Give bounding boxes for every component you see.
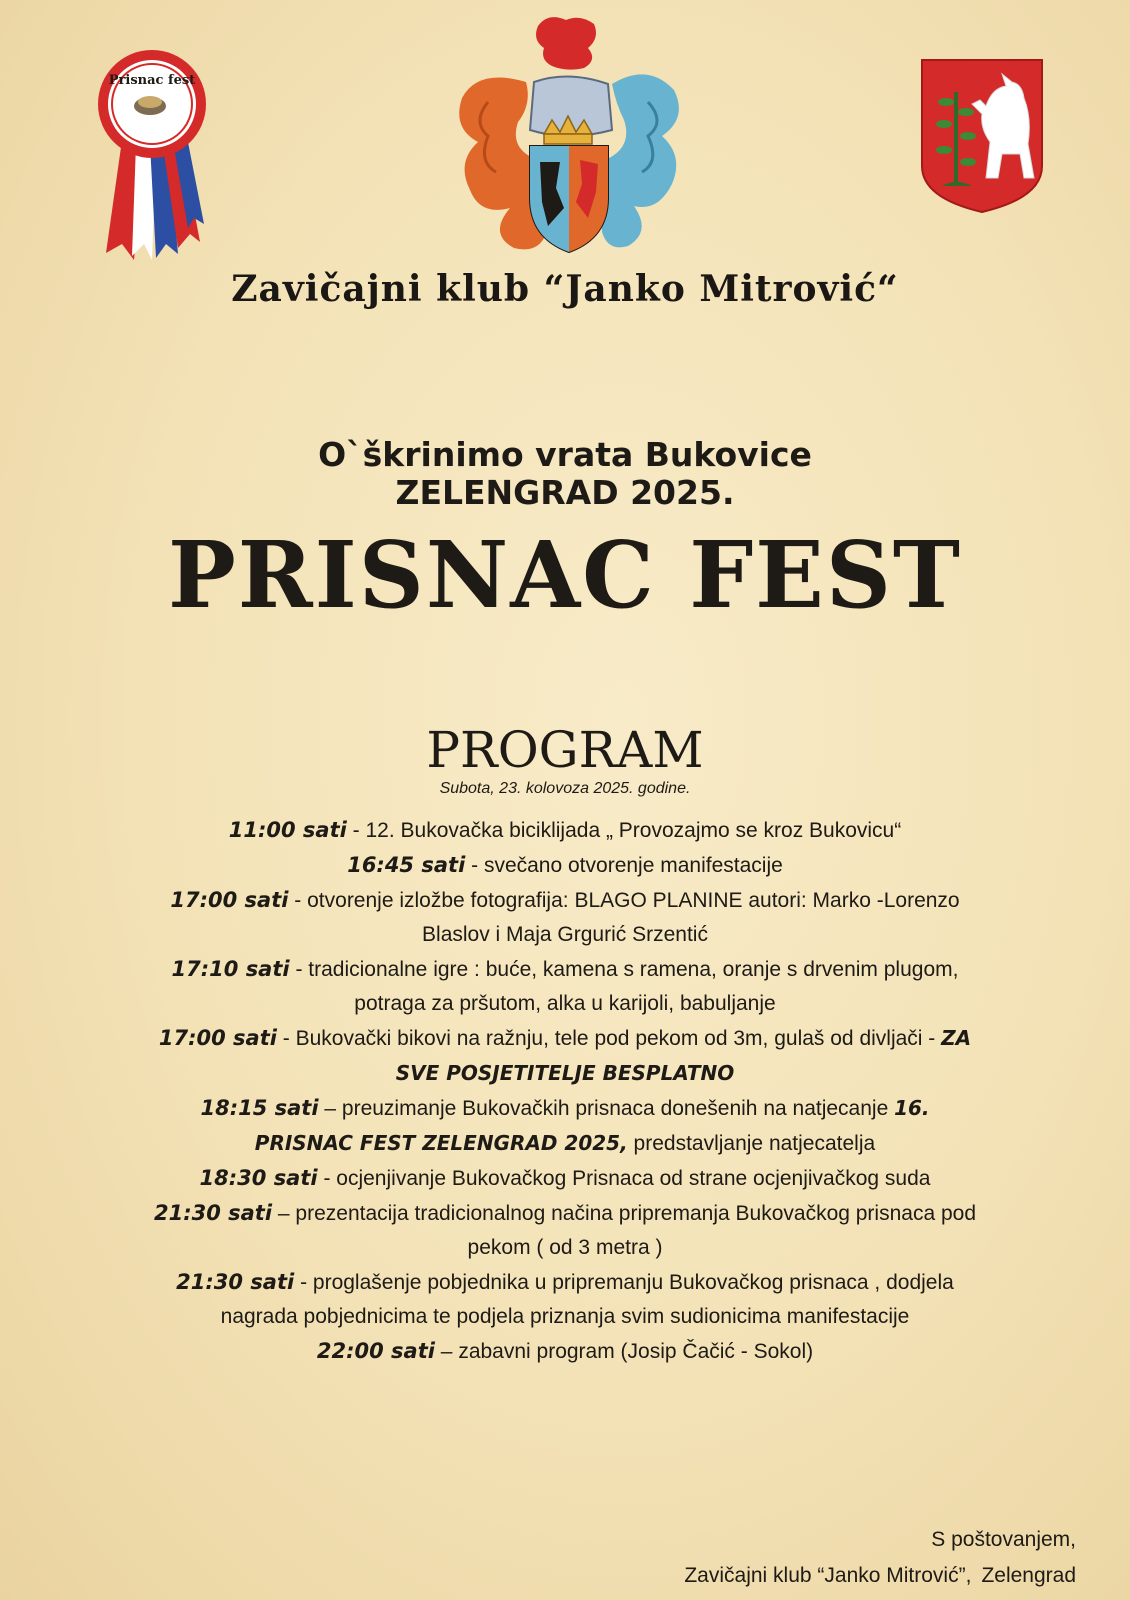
signature-org: Zavičajni klub “Janko Mitrović”, — [684, 1564, 972, 1587]
schedule-time: 21:30 sati — [176, 1270, 295, 1294]
schedule-item: 18:15 sati – preuzimanje Bukovačkih prisnaca donešenih na natjecanje 16. PRISNAC FEST ZELENGRAD 2025, predstavljanje natjecatelja — [200, 1096, 930, 1155]
schedule-text: proglašenje pobjednika u pripremanju Bukovačkog prisnaca , dodjela nagrada pobjednicima te podjela priznanja svim sudionicima manifestacije — [220, 1271, 954, 1328]
schedule-item: 22:00 sati – zabavni program (Josip Čačić - Sokol) — [316, 1339, 814, 1363]
schedule-highlight: 16. PRISNAC FEST ZELENGRAD 2025, — [254, 1096, 930, 1155]
schedule-item: 17:00 sati - Bukovački bikovi na ražnju, tele pod pekom od 3m, gulaš od divljači - ZA SVE POSJETITELJE BESPLATNO — [158, 1026, 972, 1085]
event-subtitle: O`škrinimo vrata Bukovice — [318, 435, 812, 474]
schedule-item: 17:10 sati - tradicionalne igre : buće, kamena s ramena, oranje s drvenim plugom, potraga za pršutom, alka u karijoli, babuljanje — [171, 957, 959, 1015]
schedule-time: 11:00 sati — [228, 818, 347, 842]
event-place-year: ZELENGRAD 2025. — [395, 473, 735, 512]
festival-title: PRISNAC FEST — [168, 521, 962, 629]
schedule-highlight: ZA SVE POSJETITELJE BESPLATNO — [395, 1026, 972, 1085]
schedule-text: zabavni program (Josip Čačić - Sokol) — [458, 1340, 814, 1363]
schedule-item: 17:00 sati - otvorenje izložbe fotografija: BLAGO PLANINE autori: Marko -Lorenzo Blaslov i Maja Grgurić Srzentić — [170, 888, 960, 946]
schedule-text: prezentacija tradicionalnog načina pripremanja Bukovačkog prisnaca pod pekom ( od 3 metra ) — [295, 1202, 977, 1259]
schedule-item: 21:30 sati – prezentacija tradicionalnog načina pripremanja Bukovačkog prisnaca pod pekom ( od 3 metra ) — [153, 1201, 977, 1259]
schedule-time: 17:10 sati — [171, 957, 290, 981]
schedule-time: 18:30 sati — [199, 1166, 318, 1190]
schedule-text: ocjenjivanje Bukovačkog Prisnaca od strane ocjenjivačkog suda — [336, 1167, 931, 1190]
event-subtitle-block — [0, 436, 1130, 512]
schedule-text: Bukovački bikovi na ražnju, tele pod pekom od 3m, gulaš od divljači - — [295, 1027, 942, 1050]
prisnac-fest-rosette-logo — [92, 48, 212, 268]
program-schedule — [150, 813, 980, 1369]
rosette-text: Prisnac fest — [108, 73, 196, 88]
schedule-text: 12. Bukovačka biciklijada „ Provozajmo se kroz Bukovicu“ — [365, 819, 902, 842]
schedule-item: 11:00 sati - 12. Bukovačka biciklijada „ Provozajmo se kroz Bukovicu“ — [228, 818, 902, 842]
schedule-time: 21:30 sati — [153, 1201, 273, 1225]
schedule-item: 18:30 sati - ocjenjivanje Bukovačkog Prisnaca od strane ocjenjivačkog suda — [199, 1166, 931, 1190]
schedule-text: preuzimanje Bukovačkih prisnaca donešenih na natjecanje — [341, 1097, 895, 1120]
program-date: Subota, 23. kolovoza 2025. godine. — [439, 780, 691, 797]
program-title: PROGRAM — [426, 721, 704, 779]
schedule-time: 18:15 sati — [200, 1096, 319, 1120]
club-coat-of-arms-icon — [448, 12, 688, 262]
schedule-text: tradicionalne igre : buće, kamena s ramena, oranje s drvenim plugom, potraga za pršutom, alka u karijoli, babuljanje — [308, 958, 959, 1015]
signature-town: Zelengrad — [981, 1564, 1076, 1587]
schedule-time: 22:00 sati — [316, 1339, 435, 1363]
schedule-text-after: predstavljanje natjecatelja — [627, 1132, 876, 1155]
signature-greeting: S poštovanjem, — [931, 1528, 1076, 1551]
schedule-text: svečano otvorenje manifestacije — [483, 854, 783, 877]
club-name-heading: Zavičajni klub “Janko Mitrović“ — [231, 268, 899, 310]
signature-block — [684, 1522, 1076, 1594]
schedule-item: 16:45 sati - svečano otvorenje manifestacije — [347, 853, 783, 877]
schedule-time: 17:00 sati — [170, 888, 289, 912]
schedule-text: otvorenje izložbe fotografija: BLAGO PLANINE autori: Marko -Lorenzo Blaslov i Maja Grgurić Srzentić — [307, 889, 960, 946]
schedule-item: 21:30 sati - proglašenje pobjednika u pripremanju Bukovačkog prisnaca , dodjela nagrada pobjednicima te podjela priznanja svim sudionicima manifestacije — [176, 1270, 954, 1328]
schedule-time: 17:00 sati — [158, 1026, 277, 1050]
town-coat-of-arms-icon — [920, 58, 1044, 214]
schedule-time: 16:45 sati — [347, 853, 466, 877]
